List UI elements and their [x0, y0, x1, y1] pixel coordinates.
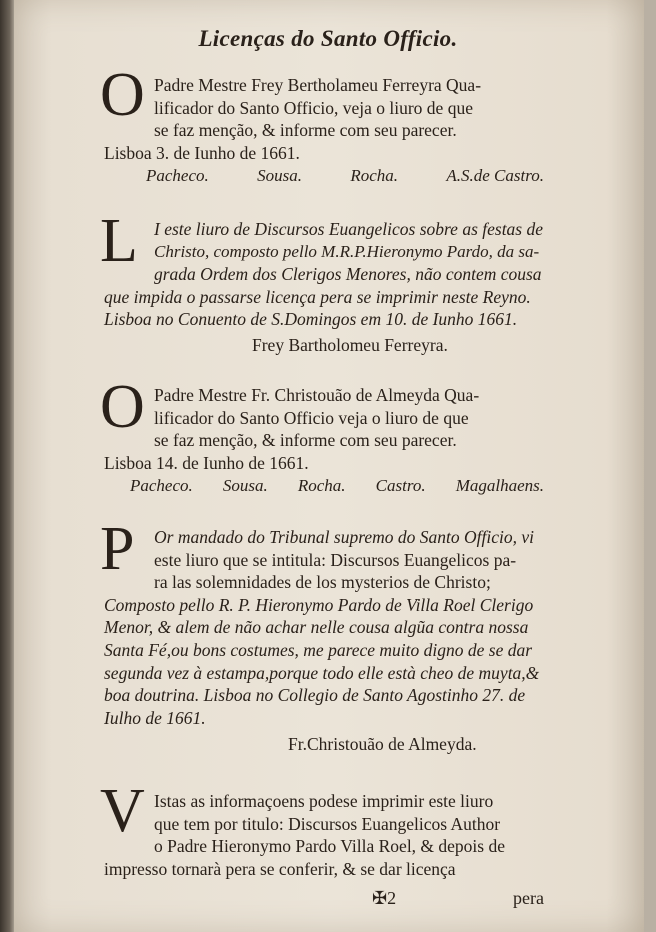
- text-line: se faz menção, & informe com seu parecer.: [154, 120, 457, 141]
- text-line: Padre Mestre Fr. Christouão de Almeyda Qua-: [154, 385, 480, 405]
- text-line: Christo, composto pello M.R.P.Hieronymo Pardo, da sa-: [154, 241, 540, 261]
- license-block-5: [104, 790, 544, 880]
- text-line: grada Ordem dos Clerigos Menores, não contem cousa: [154, 264, 542, 285]
- text-line: Composto pello R. P. Hieronymo Pardo de Villa Roel Clerigo: [104, 594, 534, 615]
- text-line: Menor, & alem de não achar nelle cousa algũa contra nossa: [104, 617, 529, 638]
- drop-initial: O: [100, 373, 145, 441]
- signer-name: Frey Bartholomeu Ferreyra.: [252, 334, 448, 355]
- signature: A.S.de Castro.: [446, 166, 544, 186]
- signature: Rocha.: [297, 476, 346, 496]
- signature: Rocha.: [350, 166, 399, 186]
- text-line: boa doutrina. Lisboa no Collegio de Santo Agostinho 27. de: [104, 685, 526, 706]
- drop-initial: L: [100, 207, 138, 275]
- text-line: o Padre Hieronymo Pardo Villa Roel, & depois de: [154, 836, 505, 857]
- text-line: Istas as informaçoens podese imprimir este liuro: [154, 791, 494, 811]
- signer-name: Fr.Christouão de Almeyda.: [288, 734, 477, 755]
- text-line: I este liuro de Discursos Euangelicos sobre as festas de: [154, 219, 544, 239]
- text-line: Iulho de 1661.: [104, 707, 206, 728]
- signature: Pacheco.: [130, 476, 193, 496]
- license-block-1: [104, 74, 544, 188]
- text-line: Santa Fé,ou bons costumes, me parece muito digno de se dar: [104, 639, 533, 660]
- signature: Sousa.: [222, 476, 268, 496]
- text-line: Padre Mestre Frey Bertholameu Ferreyra Qua-: [154, 75, 482, 95]
- page-title: Licenças do Santo Officio.: [198, 26, 458, 51]
- text-line: este liuro que se intitula: Discursos Euangelicos pa-: [154, 549, 517, 570]
- page-footer: [104, 888, 544, 914]
- book-gutter: [0, 0, 14, 932]
- signatures-row: [104, 474, 544, 498]
- signature: Castro.: [375, 476, 426, 496]
- text-line: Or mandado do Tribunal supremo do Santo Officio, vi: [154, 527, 534, 547]
- text-line: Lisboa no Conuento de S.Domingos em 10. de Iunho 1661.: [104, 309, 518, 330]
- text-line: que tem por titulo: Discursos Euangelicos Author: [154, 813, 501, 834]
- signature: Pacheco.: [146, 166, 209, 186]
- signature-mark: ✠2: [372, 888, 397, 908]
- catchword: pera: [513, 888, 544, 908]
- license-block-3: [104, 384, 544, 498]
- text-line: que impida o passarse licença pera se imprimir neste Reyno.: [104, 286, 531, 307]
- text-line: se faz menção, & informe com seu parecer.: [154, 430, 457, 451]
- signature: Sousa.: [257, 166, 302, 186]
- signature: Magalhaens.: [455, 476, 544, 496]
- text-line: ra las solemnidades de los mysterios de Christo;: [154, 572, 491, 593]
- text-line: lificador do Santo Officio veja o liuro de que: [154, 407, 469, 428]
- drop-initial: O: [100, 61, 145, 129]
- text-line: Lisboa 3. de Iunho de 1661.: [104, 142, 300, 163]
- drop-initial: V: [100, 777, 145, 845]
- drop-initial: P: [100, 515, 135, 583]
- text-line: lificador do Santo Officio, veja o liuro de que: [154, 97, 473, 118]
- text-line: impresso tornarà pera se conferir, & se dar licença: [104, 858, 456, 879]
- license-block-4: [104, 526, 544, 759]
- license-block-2: [104, 218, 544, 359]
- signatures-row: [104, 164, 544, 188]
- text-line: segunda vez à estampa,porque todo elle està cheo de muyta,&: [104, 662, 540, 683]
- text-line: Lisboa 14. de Iunho de 1661.: [104, 452, 309, 473]
